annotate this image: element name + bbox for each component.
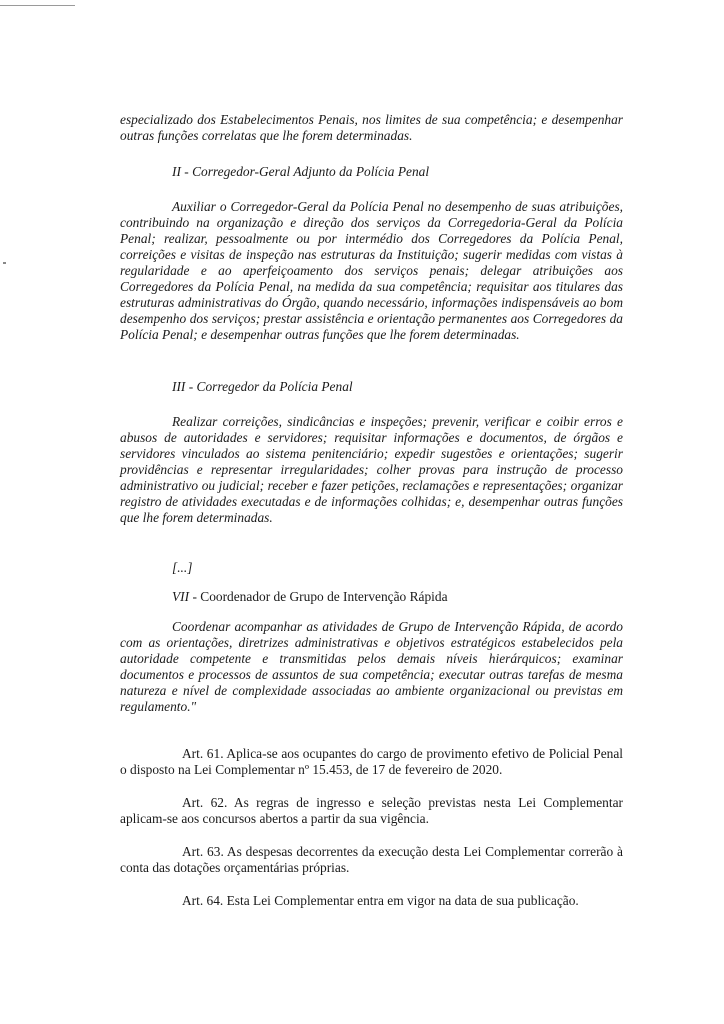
article-62: Art. 62. As regras de ingresso e seleção previstas nesta Lei Complementar aplicam-se aos concursos abertos a partir da sua vigência.	[120, 795, 623, 826]
ellipsis-bracket: [...]	[172, 560, 193, 575]
section-iii-title: III - Corregedor da Polícia Penal	[172, 379, 353, 394]
section-vii-title-text: - Coordenador de Grupo de Intervenção Rápida	[189, 589, 448, 604]
margin-mark	[3, 262, 6, 264]
section-vii-title	[172, 589, 623, 605]
section-vii-paragraph: Coordenar acompanhar as atividades de Grupo de Intervenção Rápida, de acordo com as orientações, diretrizes administrativas e objetivos estratégicos estabelecidos pela autoridade competente e transmitidas pelos demais níveis hierárquicos; examinar documentos e processos de assuntos de sua competência; executar outras tarefas de mesma natureza e nível de complexidade associadas ao ambiente organizacional ou previstas em regulamento."	[120, 619, 623, 714]
article-61: Art. 61. Aplica-se aos ocupantes do cargo de provimento efetivo de Policial Penal o disposto na Lei Complementar nº 15.453, de 17 de fevereiro de 2020.	[120, 746, 623, 777]
continuation-paragraph: especializado dos Estabelecimentos Penais, nos limites de sua competência; e desempenhar outras funções correlatas que lhe forem determinadas.	[120, 112, 623, 143]
document-page	[120, 112, 623, 909]
section-vii-numeral: VII	[172, 589, 190, 604]
section-ii-paragraph: Auxiliar o Corregedor-Geral da Polícia Penal no desempenho de suas atribuições, contribuindo na organização e direção dos serviços da Corregedoria-Geral da Polícia Penal; realizar, pessoalmente ou por intermédio dos Corregedores da Polícia Penal, correições e visitas de inspeção nas estruturas da Instituição; sugerir medidas com vistas à regularidade e ao aperfeiçoamento dos serviços penais; delegar atribuições aos Corregedores da Polícia Penal, na medida da sua competência; requisitar aos titulares das estruturas administrativas do Órgão, quando necessário, informações indispensáveis ao bom desempenho dos serviços; prestar assistência e orientação permanentes aos Corregedores da Polícia Penal; e desempenhar outras funções que lhe forem determinadas.	[120, 199, 623, 342]
section-iii-paragraph: Realizar correições, sindicâncias e inspeções; prevenir, verificar e coibir erros e abusos de autoridades e servidores; requisitar informações e documentos, de órgãos e servidores vinculados ao sistema penitenciário; expedir sugestões e orientações; sugerir providências e representar irregularidades; colher provas para instrução de processo administrativo ou judicial; receber e fazer petições, reclamações e representações; organizar registro de atividades executadas e de informações colhidas; e, desempenhar outras funções que lhe forem determinadas.	[120, 414, 623, 525]
top-edge-line	[0, 5, 75, 6]
article-64: Art. 64. Esta Lei Complementar entra em vigor na data de sua publicação.	[182, 893, 579, 908]
section-ii-title: II - Corregedor-Geral Adjunto da Polícia Penal	[172, 164, 430, 179]
article-63: Art. 63. As despesas decorrentes da execução desta Lei Complementar correrão à conta das dotações orçamentárias próprias.	[120, 844, 623, 875]
